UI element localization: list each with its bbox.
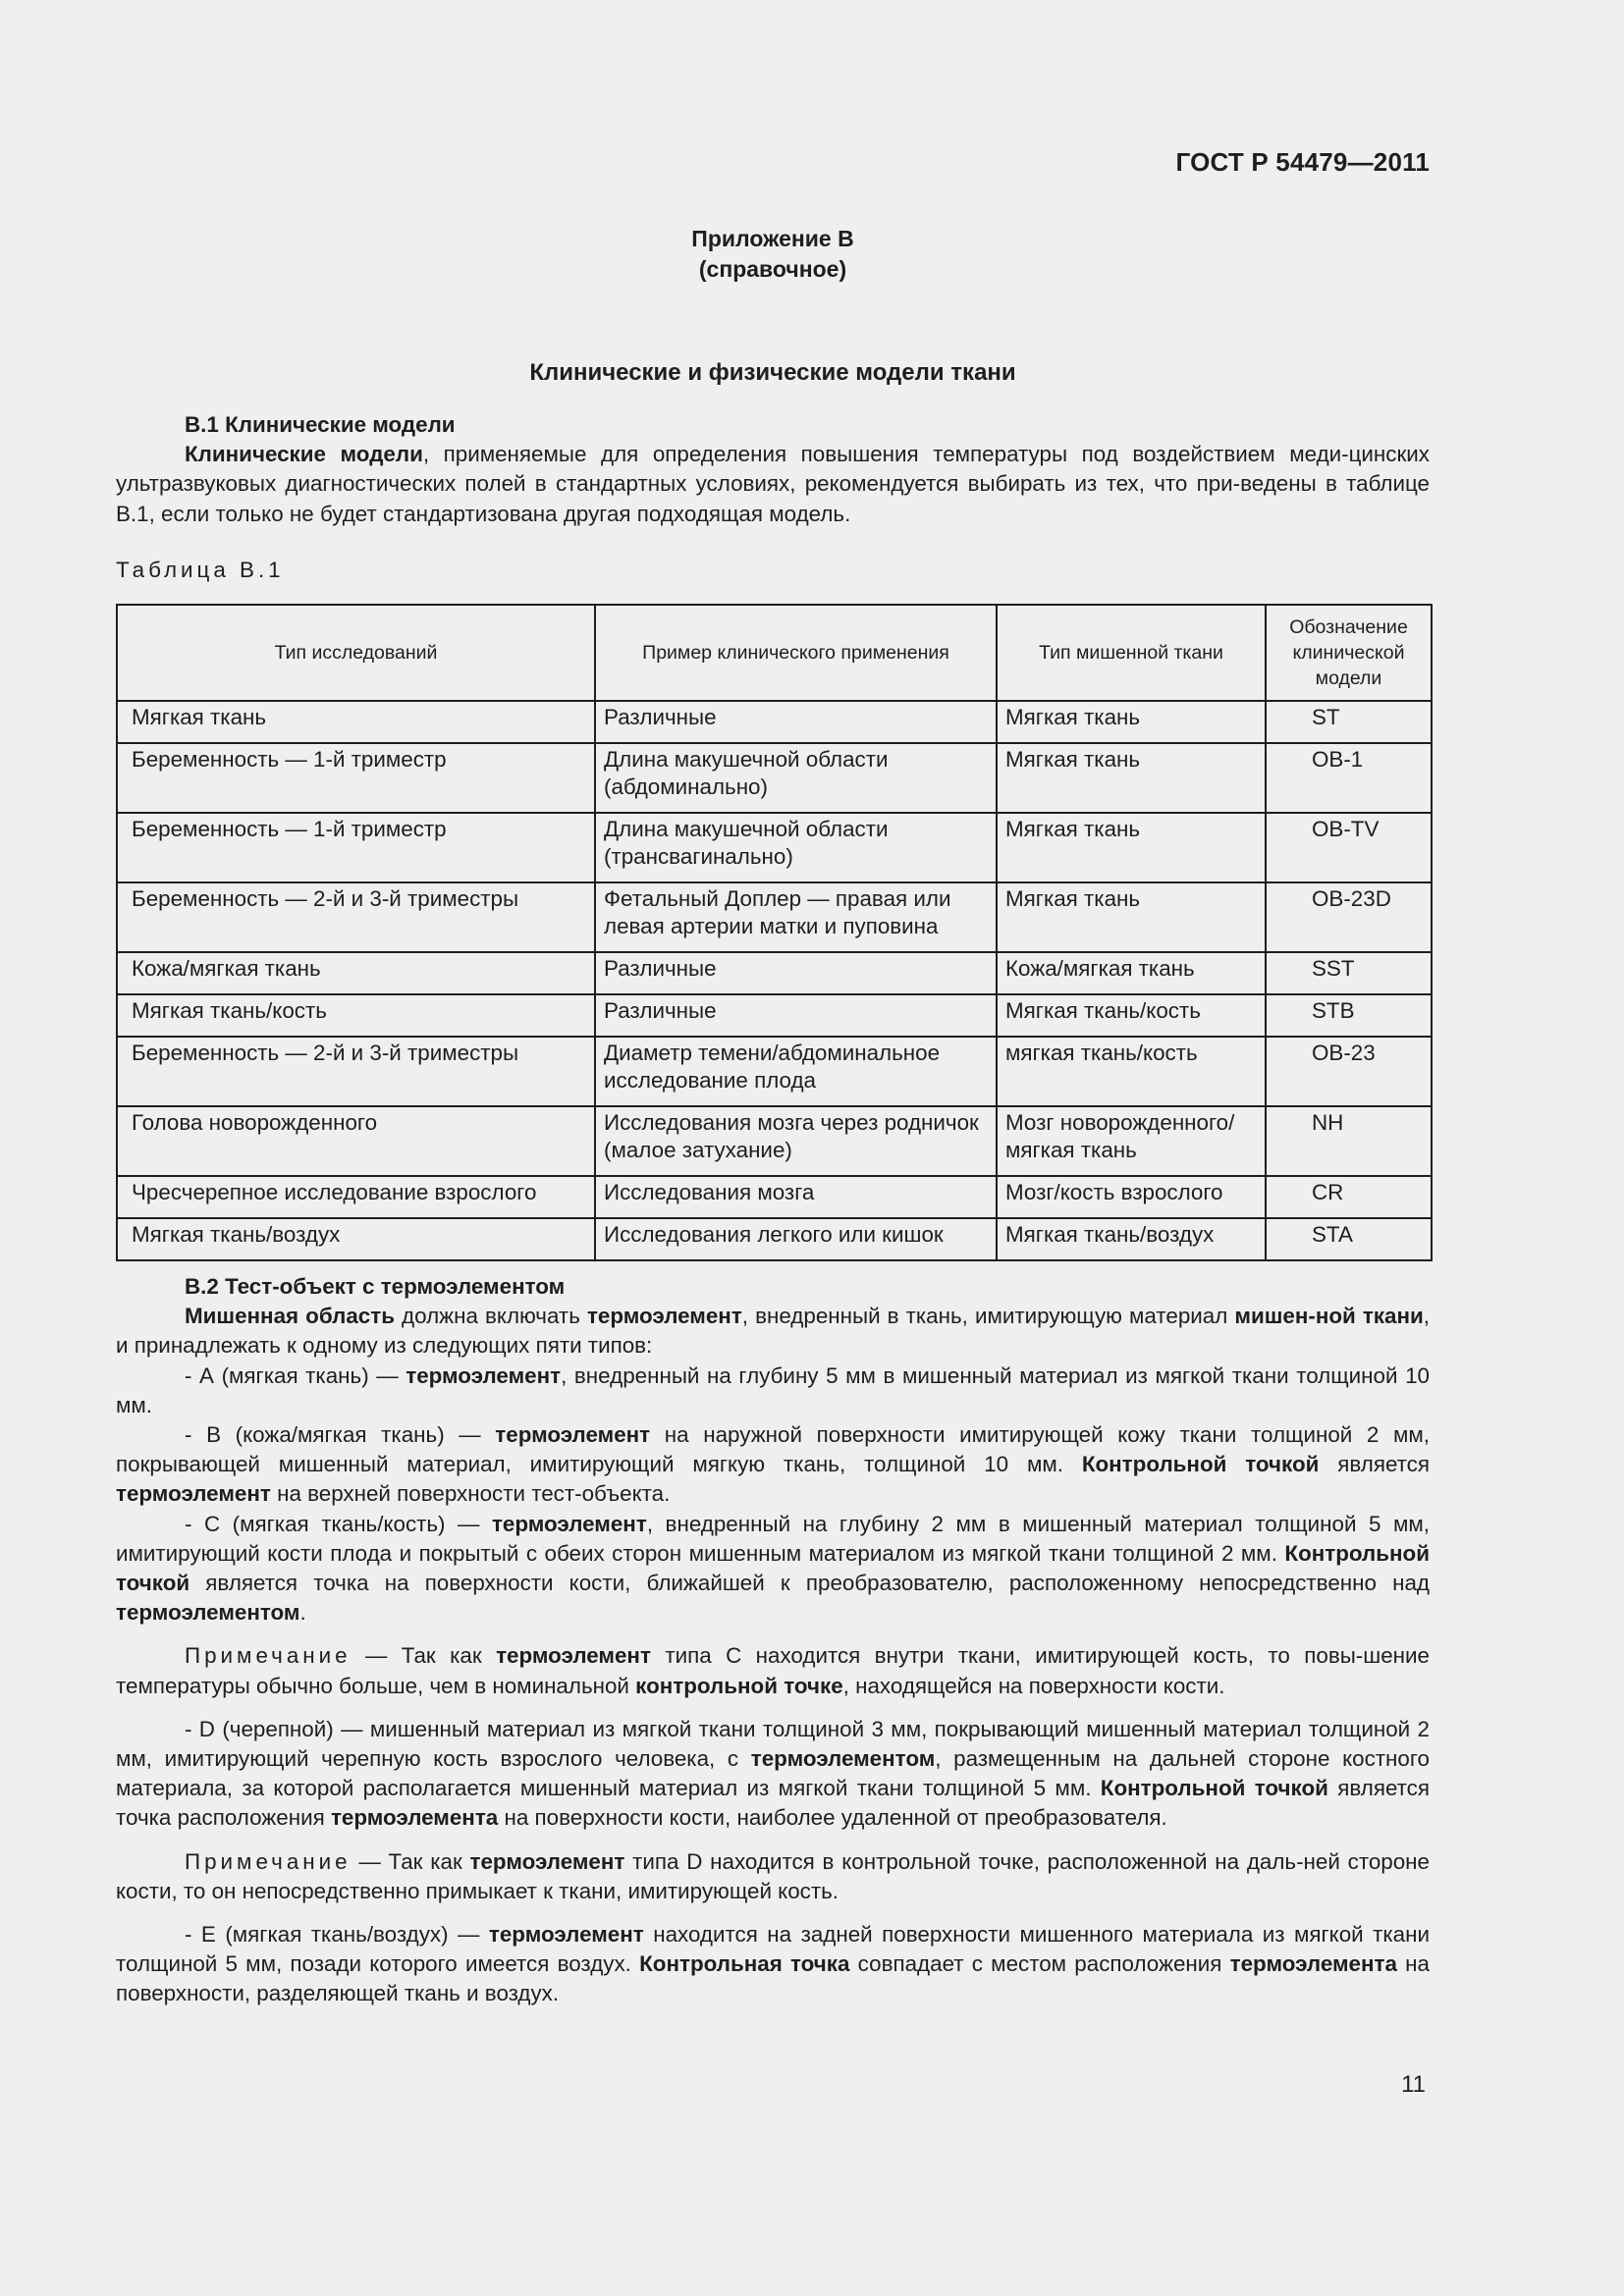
table-caption: Таблица В.1 — [116, 558, 285, 582]
table-cell: STB — [1266, 994, 1432, 1037]
table-cell: Мягкая ткань — [997, 743, 1266, 813]
section-b2-heading: В.2 Тест-объект с термоэлементом — [185, 1274, 566, 1299]
table-row — [117, 994, 1432, 1037]
table-cell: ST — [1266, 701, 1432, 743]
text-run: , находящейся на поверхности кости. — [842, 1673, 1225, 1698]
text-run: типа D находится в контрольной точке, расположенной на даль-ней стороне кости, то он непосредственно примыкает к ткани, имитирующей кость. — [116, 1848, 1431, 1903]
table-cell: OB-23 — [1266, 1037, 1432, 1106]
text-run: . — [299, 1600, 306, 1626]
table-row — [117, 1218, 1432, 1260]
text-run: на наружной поверхности имитирующей кожу ткани толщиной 2 мм, покрывающей мишенный материал, имитирующий мягкую ткань, толщиной 10 мм. — [116, 1422, 1430, 1477]
bold-term: термоэлемент — [406, 1362, 562, 1388]
text-run: , и принадлежать к одному из следующих пяти типов: — [116, 1304, 1430, 1359]
text-run: , внедренный в ткань, имитирующую материал — [741, 1304, 1235, 1329]
table-header-row — [117, 605, 1432, 701]
bold-term: Клинические модели — [185, 442, 423, 467]
table-cell: Исследования мозга — [595, 1176, 997, 1218]
table-cell: OB-1 — [1266, 743, 1432, 813]
table-cell: NH — [1266, 1106, 1432, 1176]
table-row — [117, 1106, 1432, 1176]
appendix-heading — [0, 224, 1545, 285]
text-run: на поверхности, разделяющей ткань и воздух. — [116, 1951, 1430, 2006]
note-1 — [116, 1641, 1430, 1700]
bold-term: Контрольной точкой — [1081, 1452, 1320, 1477]
type-a-paragraph — [116, 1362, 1430, 1420]
table-cell: Длина макушечной области (трансвагинально) — [595, 813, 997, 882]
type-e-paragraph — [116, 1920, 1430, 2009]
text-run: , размещенным на дальней стороне костного материала, за которой располагается мишенный материал из мягкой ткани толщиной 5 мм. — [116, 1746, 1430, 1801]
table-cell: Различные — [595, 952, 997, 994]
table-row — [117, 1176, 1432, 1218]
table-cell: Мозг новорожденного/ мягкая ткань — [997, 1106, 1266, 1176]
bold-term: термоэлемент — [495, 1422, 651, 1448]
text-run: является — [1319, 1452, 1430, 1477]
note-label: Примечание — [185, 1643, 352, 1669]
table-cell: Мозг/кость взрослого — [997, 1176, 1266, 1218]
appendix-title: Приложение В — [691, 226, 854, 251]
text-run: - В (кожа/мягкая ткань) — — [185, 1422, 496, 1448]
table-cell: Беременность — 2-й и 3-й триместры — [117, 1037, 595, 1106]
main-title: Клинические и физические модели ткани — [529, 359, 1016, 386]
table-cell: Мягкая ткань — [997, 701, 1266, 743]
section-b2 — [116, 1272, 1430, 2009]
type-c-paragraph — [116, 1510, 1430, 1629]
table-cell: Мягкая ткань — [117, 701, 595, 743]
table-row — [117, 701, 1432, 743]
table-cell: Чресчерепное исследование взрослого — [117, 1176, 595, 1218]
bold-term: термоэлемент — [488, 1922, 644, 1948]
bold-term: термоэлемента — [330, 1805, 499, 1831]
table-cell: Различные — [595, 994, 997, 1037]
table-cell: SST — [1266, 952, 1432, 994]
table-cell: Мягкая ткань — [997, 882, 1266, 952]
text-run: — Так как — [351, 1643, 497, 1669]
table-cell: Беременность — 1-й триместр — [117, 813, 595, 882]
section-b2-intro — [116, 1302, 1430, 1361]
text-run: должна включать — [394, 1304, 587, 1329]
bold-term: мишен-ной ткани — [1234, 1304, 1424, 1329]
text-run: - С (мягкая ткань/кость) — — [185, 1511, 492, 1536]
table-wrapper — [116, 604, 1430, 1261]
header-cell: Тип мишенной ткани — [997, 605, 1266, 701]
bold-term: Контрольной точкой — [116, 1540, 1430, 1596]
bold-term: термоэлементом — [750, 1746, 936, 1772]
page-number: 11 — [1401, 2071, 1426, 2098]
bold-term: термоэлемент — [469, 1848, 625, 1874]
text-run: — Так как — [351, 1848, 470, 1874]
bold-term: термоэлементом — [116, 1600, 300, 1626]
table-row — [117, 952, 1432, 994]
table-cell: Мягкая ткань/кость — [997, 994, 1266, 1037]
bold-term: термоэлемент — [116, 1481, 271, 1507]
table-cell: OB-23D — [1266, 882, 1432, 952]
bold-term: термоэлемент — [496, 1643, 651, 1669]
table-row — [117, 882, 1432, 952]
text-run: на поверхности кости, наиболее удаленной от преобразователя. — [498, 1805, 1167, 1831]
bold-term: термоэлемента — [1229, 1951, 1397, 1977]
text-run: является точка на поверхности кости, ближайшей к преобразователю, расположенному непосредственно над — [189, 1571, 1430, 1596]
bold-term: Контрольная точка — [639, 1951, 850, 1977]
paragraph-text: , применяемые для определения повышения температуры под воздействием меди-цинских ультразвуковых диагностических полей в стандартных условиях, рекомендуется выбирать из тех, что при-ведены в таблице В.1, если только не будет стандартизована другая подходящая модель. — [116, 442, 1430, 526]
table-cell: Беременность — 2-й и 3-й триместры — [117, 882, 595, 952]
table-row — [117, 813, 1432, 882]
header-cell: Пример клинического применения — [595, 605, 997, 701]
section-b1 — [116, 410, 1430, 529]
table-cell: CR — [1266, 1176, 1432, 1218]
standard-code: ГОСТ Р 54479—2011 — [1175, 147, 1430, 177]
text-run: , внедренный на глубину 5 мм в мишенный материал из мягкой ткани толщиной 10 мм. — [116, 1362, 1431, 1417]
section-b1-paragraph — [116, 440, 1430, 529]
text-run: - Е (мягкая ткань/воздух) — — [185, 1922, 489, 1948]
text-run: - D (черепной) — мишенный материал из мягкой ткани толщиной 3 мм, покрывающий мишенный материал толщиной 2 мм, имитирующий черепную кость взрослого человека, с — [116, 1716, 1430, 1772]
header-cell: Обозначение клинической модели — [1266, 605, 1432, 701]
header-cell: Тип исследований — [117, 605, 595, 701]
bold-term: контрольной точке — [635, 1673, 843, 1698]
note-2 — [116, 1847, 1430, 1906]
section-b1-heading: В.1 Клинические модели — [185, 412, 456, 437]
table-cell: Мягкая ткань/воздух — [997, 1218, 1266, 1260]
table-cell: мягкая ткань/кость — [997, 1037, 1266, 1106]
table-cell: Диаметр темени/абдоминальное исследование плода — [595, 1037, 997, 1106]
table-cell: Длина макушечной области (абдоминально) — [595, 743, 997, 813]
table-cell: STA — [1266, 1218, 1432, 1260]
clinical-models-table — [116, 604, 1433, 1261]
bold-term: термоэлемент — [586, 1304, 742, 1329]
table-row — [117, 743, 1432, 813]
text-run: на верхней поверхности тест-объекта. — [270, 1481, 671, 1507]
table-cell: Фетальный Доплер — правая или левая артерии матки и пуповина — [595, 882, 997, 952]
text-run: - А (мягкая ткань) — — [185, 1362, 406, 1388]
bold-term: Мишенная область — [185, 1304, 395, 1329]
bold-term: Контрольной точкой — [1100, 1776, 1328, 1801]
note-label: Примечание — [185, 1848, 352, 1874]
type-b-paragraph — [116, 1420, 1430, 1510]
table-row — [117, 1037, 1432, 1106]
table-cell: Кожа/мягкая ткань — [117, 952, 595, 994]
table-cell: Кожа/мягкая ткань — [997, 952, 1266, 994]
text-run: находится на задней поверхности мишенного материала из мягкой ткани толщиной 5 мм, позади которого имеется воздух. — [116, 1922, 1431, 1977]
table-cell: Беременность — 1-й триместр — [117, 743, 595, 813]
table-cell: OB-TV — [1266, 813, 1432, 882]
text-run: совпадает с местом расположения — [849, 1951, 1230, 1977]
type-d-paragraph — [116, 1715, 1430, 1834]
table-cell: Мягкая ткань — [997, 813, 1266, 882]
table-cell: Мягкая ткань/кость — [117, 994, 595, 1037]
table-cell: Различные — [595, 701, 997, 743]
bold-term: термоэлемент — [491, 1511, 647, 1536]
table-cell: Голова новорожденного — [117, 1106, 595, 1176]
text-run: является точка расположения — [116, 1776, 1430, 1831]
appendix-subtitle: (справочное) — [698, 256, 847, 282]
table-cell: Исследования мозга через родничок (малое затухание) — [595, 1106, 997, 1176]
table-cell: Мягкая ткань/воздух — [117, 1218, 595, 1260]
text-run: типа С находится внутри ткани, имитирующей кость, то повы-шение температуры обычно больше, чем в номинальной — [116, 1643, 1431, 1698]
text-run: , внедренный на глубину 2 мм в мишенный материал толщиной 5 мм, имитирующий кости плода и покрытый с обеих сторон мишенным материалом из мягкой ткани толщиной 2 мм. — [116, 1511, 1430, 1566]
table-cell: Исследования легкого или кишок — [595, 1218, 997, 1260]
